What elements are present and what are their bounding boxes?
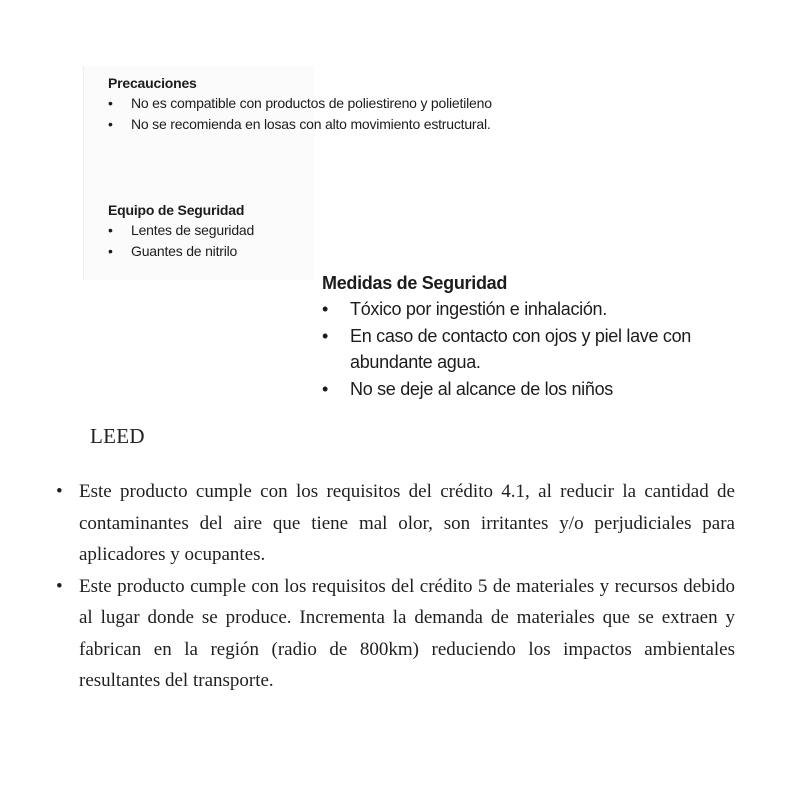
safety-measures-section <box>322 270 732 402</box>
list-item: • Este producto cumple con los requisitos del crédito 5 de materiales y recursos debido al lugar donde se produce. Incrementa la demanda de materiales que se extraen y fabrican en la región (radio de 800km) reduciendo los impactos ambientales resultantes del transporte. <box>56 571 735 697</box>
precautions-list <box>108 93 492 135</box>
precautions-title: Precauciones <box>108 75 197 91</box>
list-item: • Lentes de seguridad <box>108 220 408 241</box>
list-item: • No es compatible con productos de poliestireno y polietileno <box>108 93 492 114</box>
safety-equipment-list <box>108 220 408 262</box>
safety-equipment-title: Equipo de Seguridad <box>108 202 245 218</box>
list-item: • No se recomienda en losas con alto movimiento estructural. <box>108 114 492 135</box>
leed-heading: LEED <box>90 424 145 448</box>
list-item: • Tóxico por ingestión e inhalación. <box>322 296 732 323</box>
safety-measures-list <box>322 296 732 402</box>
safety-measures-title: Medidas de Seguridad <box>322 273 508 293</box>
precautions-section <box>108 74 492 135</box>
list-item: • En caso de contacto con ojos y piel lave con abundante agua. <box>322 323 732 376</box>
list-item: • No se deje al alcance de los niños <box>322 376 732 403</box>
list-item: • Guantes de nitrilo <box>108 241 408 262</box>
list-item: • Este producto cumple con los requisitos del crédito 4.1, al reducir la cantidad de contaminantes del aire que tiene mal olor, son irritantes y/o perjudiciales para aplicadores y ocupantes. <box>56 476 735 571</box>
leed-list <box>56 476 735 697</box>
safety-equipment-section <box>108 201 408 262</box>
